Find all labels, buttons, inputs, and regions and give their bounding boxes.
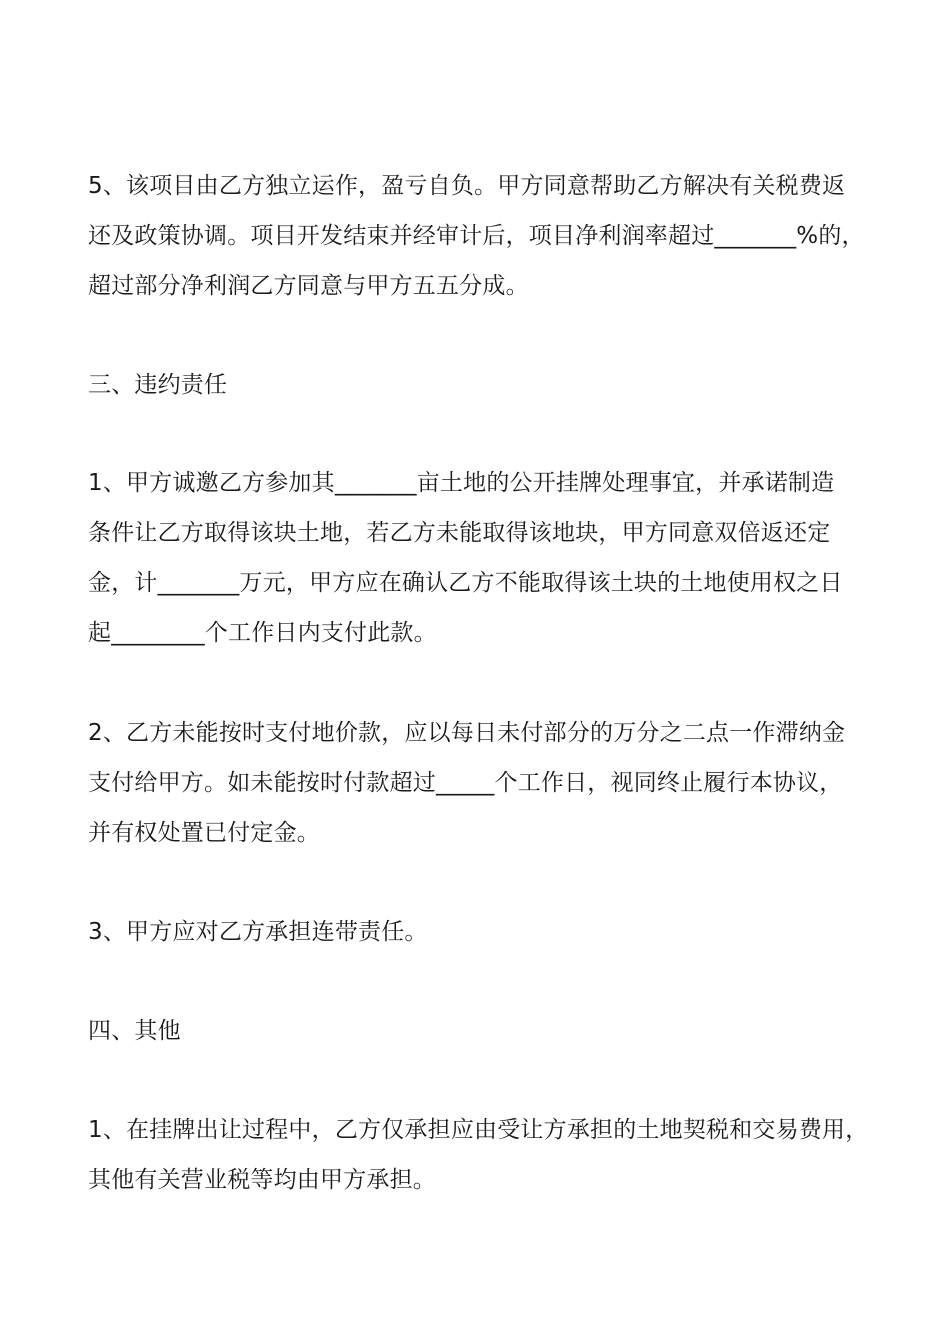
text-line: 2、乙方未能按时支付地价款，应以每日未付部分的万分之二点一作滞纳金 bbox=[88, 720, 846, 746]
paragraph-breach-2 bbox=[88, 708, 888, 858]
text-line: 起________个工作日内支付此款。 bbox=[88, 620, 437, 646]
text-line: 并有权处置已付定金。 bbox=[88, 820, 320, 846]
paragraph-other-1 bbox=[88, 1105, 888, 1205]
heading-text: 四、其他 bbox=[88, 1018, 181, 1044]
section-heading-breach bbox=[88, 360, 888, 410]
paragraph-item-5 bbox=[88, 161, 888, 311]
text-line: 金，计_______万元，甲方应在确认乙方不能取得该土块的土地使用权之日 bbox=[88, 570, 843, 596]
text-line: 还及政策协调。项目开发结束并经审计后，项目净利润率超过_______%的， bbox=[88, 223, 865, 249]
text-line: 5、该项目由乙方独立运作，盈亏自负。甲方同意帮助乙方解决有关税费返 bbox=[88, 173, 846, 199]
text-line: 1、甲方诚邀乙方参加其_______亩土地的公开挂牌处理事宜，并承诺制造 bbox=[88, 470, 835, 496]
heading-text: 三、违约责任 bbox=[88, 372, 228, 398]
text-line: 条件让乙方取得该块土地，若乙方未能取得该地块，甲方同意双倍返还定 bbox=[88, 520, 831, 546]
text-line: 超过部分净利润乙方同意与甲方五五分成。 bbox=[88, 273, 529, 299]
text-line: 3、甲方应对乙方承担连带责任。 bbox=[88, 919, 428, 945]
text-line: 支付给甲方。如未能按时付款超过_____个工作日，视同终止履行本协议， bbox=[88, 770, 843, 796]
paragraph-breach-3 bbox=[88, 907, 888, 957]
paragraph-breach-1 bbox=[88, 458, 888, 658]
text-line: 其他有关营业税等均由甲方承担。 bbox=[88, 1167, 436, 1193]
section-heading-other bbox=[88, 1006, 888, 1056]
text-line: 1、在挂牌出让过程中，乙方仅承担应由受让方承担的土地契税和交易费用， bbox=[88, 1117, 869, 1143]
